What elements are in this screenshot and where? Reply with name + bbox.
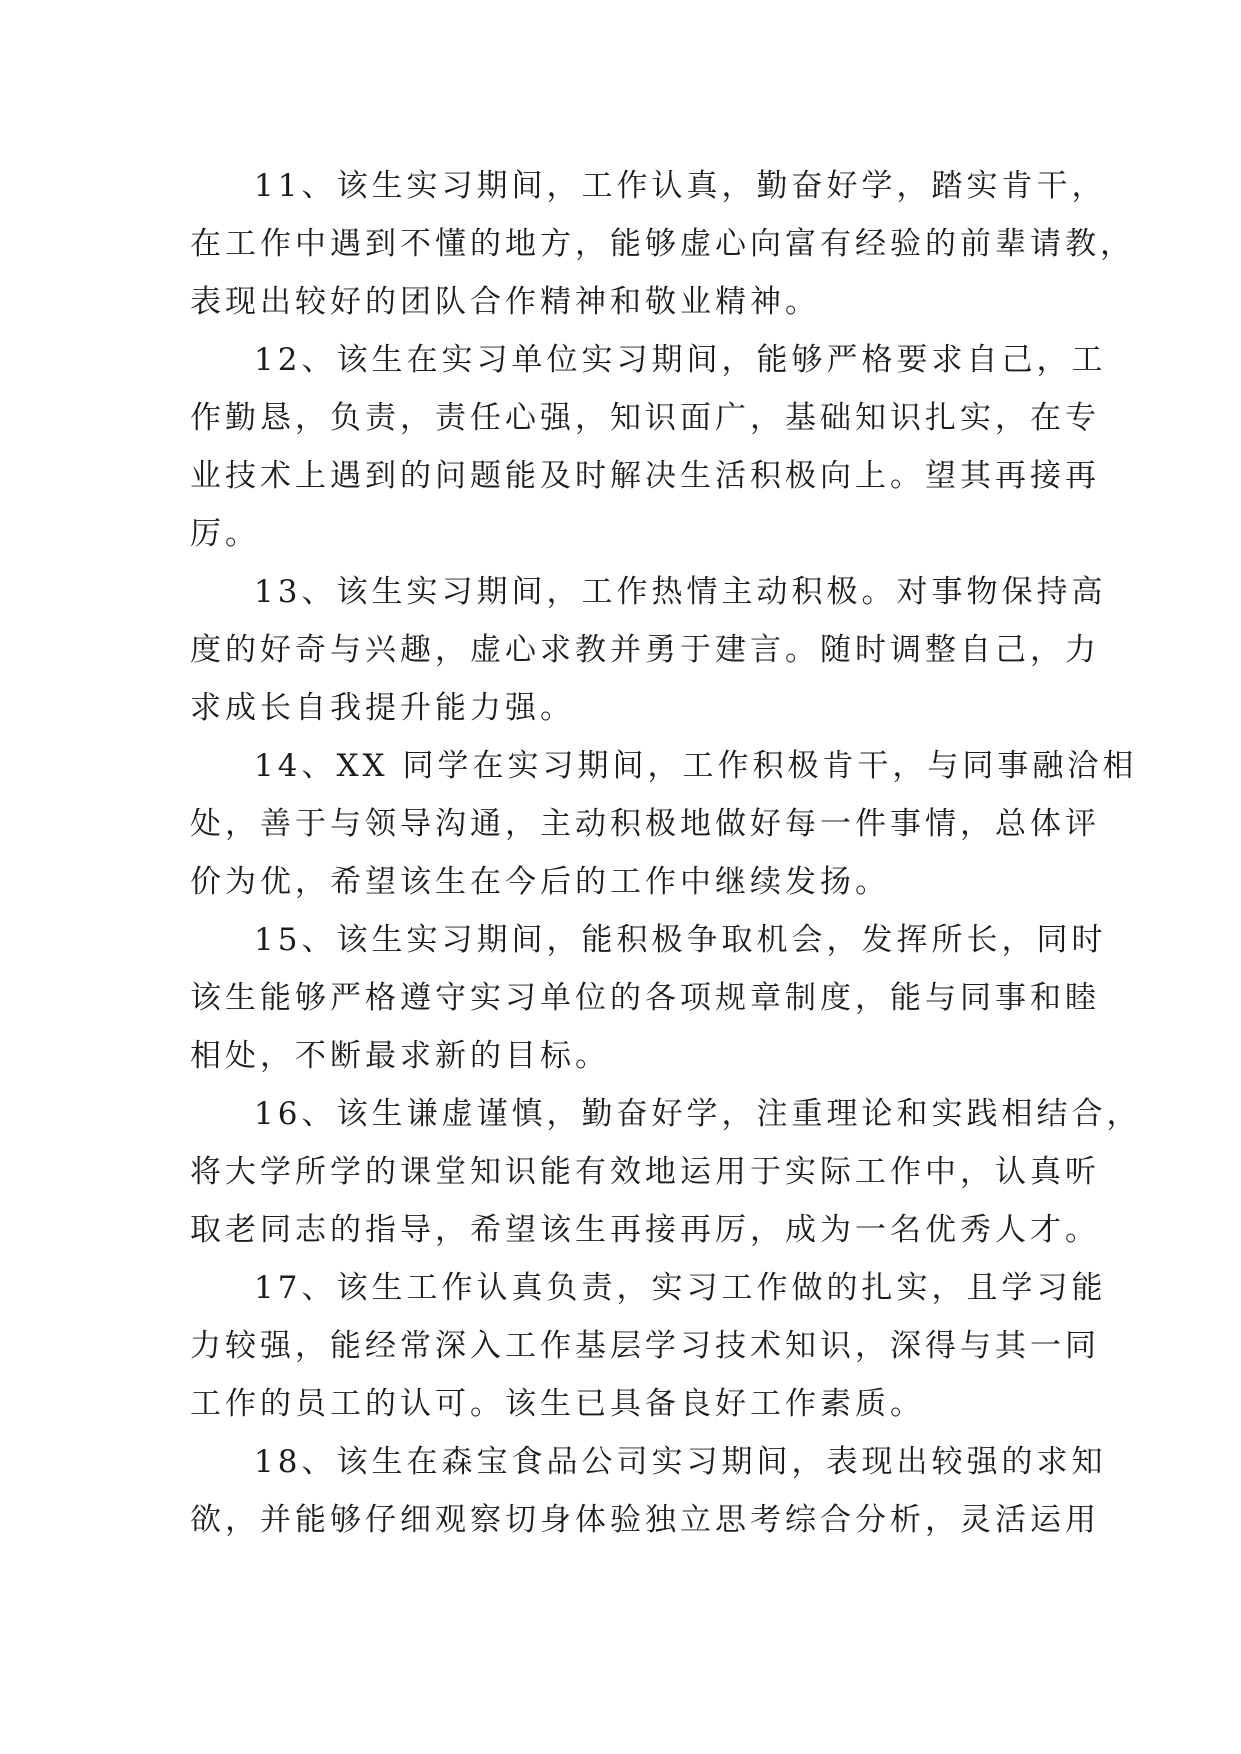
- paragraph-line: 相处，不断最求新的目标。: [190, 1038, 610, 1074]
- paragraph-line: 业技术上遇到的问题能及时解决生活积极向上。望其再接再: [190, 458, 1100, 494]
- paragraph-line: 取老同志的指导，希望该生再接再厉，成为一名优秀人才。: [190, 1212, 1100, 1248]
- paragraph-line: 表现出较好的团队合作精神和敬业精神。: [190, 284, 820, 320]
- paragraph-line: 厉。: [190, 516, 260, 552]
- paragraph: [190, 1259, 1107, 1433]
- paragraph: [190, 563, 1107, 737]
- paragraph-line: 17、该生工作认真负责，实习工作做的扎实，且学习能: [254, 1270, 1107, 1306]
- paragraph-line: 在工作中遇到不懂的地方，能够虚心向富有经验的前辈请教，: [190, 226, 1135, 262]
- paragraph-line: 11、该生实习期间，工作认真，勤奋好学，踏实肯干，: [254, 168, 1107, 204]
- paragraph-line: 15、该生实习期间，能积极争取机会，发挥所长，同时: [254, 922, 1107, 958]
- paragraph: [190, 157, 1135, 331]
- paragraph-line: 16、该生谦虚谨慎，勤奋好学，注重理论和实践相结合，: [254, 1096, 1142, 1132]
- paragraph-line: 13、该生实习期间，工作热情主动积极。对事物保持高: [254, 574, 1107, 610]
- paragraph: [190, 1433, 1107, 1549]
- paragraph-line: 处，善于与领导沟通，主动积极地做好每一件事情，总体评: [190, 806, 1100, 842]
- paragraph-line: 作勤恳，负责，责任心强，知识面广，基础知识扎实，在专: [190, 400, 1100, 436]
- paragraph-line: 14、XX 同学在实习期间，工作积极肯干，与同事融洽相: [254, 748, 1138, 784]
- paragraph-line: 将大学所学的课堂知识能有效地运用于实际工作中，认真听: [190, 1154, 1100, 1190]
- paragraph: [190, 737, 1138, 911]
- paragraph: [190, 1085, 1142, 1259]
- paragraph-line: 工作的员工的认可。该生已具备良好工作素质。: [190, 1386, 925, 1422]
- paragraph-line: 12、该生在实习单位实习期间，能够严格要求自己，工: [254, 342, 1107, 378]
- paragraph-line: 价为优，希望该生在今后的工作中继续发扬。: [190, 864, 890, 900]
- paragraph: [190, 331, 1107, 563]
- paragraph-line: 18、该生在森宝食品公司实习期间，表现出较强的求知: [254, 1444, 1107, 1480]
- paragraph: [190, 911, 1107, 1085]
- paragraph-line: 欲，并能够仔细观察切身体验独立思考综合分析，灵活运用: [190, 1502, 1100, 1538]
- paragraph-line: 度的好奇与兴趣，虚心求教并勇于建言。随时调整自己，力: [190, 632, 1100, 668]
- paragraph-line: 求成长自我提升能力强。: [190, 690, 575, 726]
- document-body: [190, 157, 1142, 1549]
- paragraph-line: 该生能够严格遵守实习单位的各项规章制度，能与同事和睦: [190, 980, 1100, 1016]
- paragraph-line: 力较强，能经常深入工作基层学习技术知识，深得与其一同: [190, 1328, 1100, 1364]
